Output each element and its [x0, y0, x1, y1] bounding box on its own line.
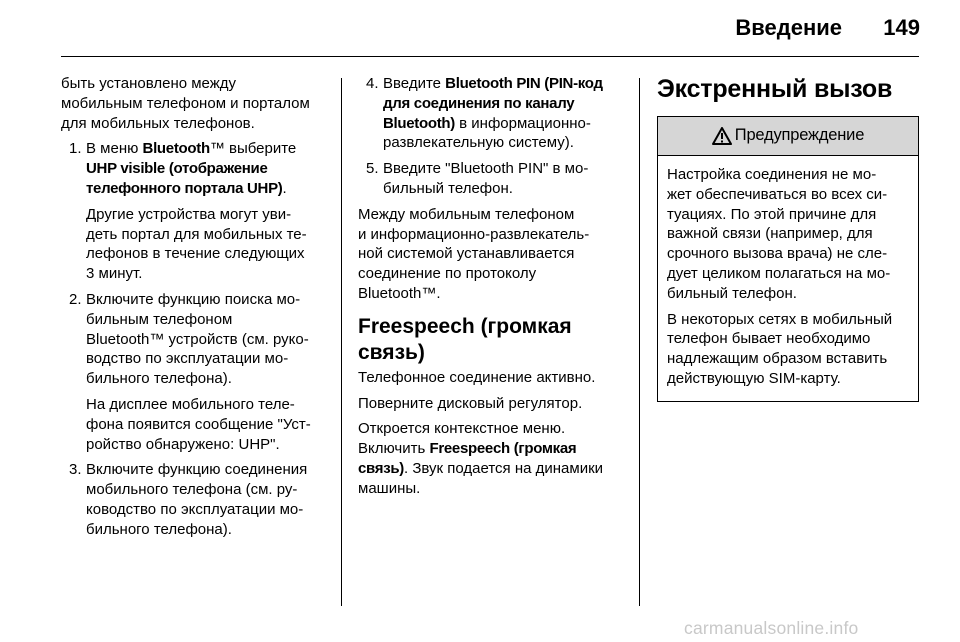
column-divider-2 — [639, 78, 640, 606]
text-line: и информационно-развлекатель- — [358, 225, 590, 243]
watermark: carmanualsonline.info — [684, 618, 859, 638]
text-run: . Звук подается на динамики — [404, 459, 604, 477]
text-run: в информационно- — [454, 114, 591, 132]
list-item-5 — [358, 159, 630, 199]
list-number: 1. — [69, 140, 82, 158]
text-line: бильный телефон. — [667, 284, 797, 302]
text-line: В некоторых сетях в мобильный — [667, 310, 893, 328]
warning-triangle-icon — [712, 127, 732, 145]
text-line: бильный телефон. — [383, 179, 513, 197]
text-run: . — [282, 179, 287, 197]
list-item-note — [86, 205, 331, 284]
text-line: машины. — [358, 479, 421, 497]
list-number: 4. — [366, 75, 379, 92]
text-line: На дисплее мобильного теле- — [86, 395, 295, 413]
text-line: надлежащим образом вставить — [667, 350, 888, 368]
bluetooth-paragraph — [358, 205, 630, 304]
chapter-title: Введение — [735, 15, 842, 40]
list-item-2 — [61, 290, 331, 454]
list-number: 3. — [69, 461, 82, 479]
warning-box — [657, 116, 919, 402]
text-line: Введите "Bluetooth PIN" в мо- — [383, 160, 589, 178]
text-line: ройство обнаружено: UHP". — [86, 435, 280, 453]
menu-option: телефонного портала UHP) — [86, 179, 283, 197]
text-line: 3 минут. — [86, 265, 143, 283]
text-line: бильным телефоном — [86, 310, 233, 328]
text-run: Введите — [383, 75, 446, 92]
list-item-note — [86, 395, 331, 454]
warning-body — [658, 156, 918, 401]
text-line: лефонов в течение следующих — [86, 245, 305, 263]
paragraph: Телефонное соединение активно. — [358, 368, 596, 386]
warning-header — [658, 117, 918, 156]
text-line: туациях. По этой причине для — [667, 205, 877, 223]
text-run: Включить — [358, 440, 430, 458]
column-2 — [358, 74, 630, 505]
list-item-3 — [61, 460, 331, 539]
text-line: водство по эксплуатации мо- — [86, 350, 289, 368]
paragraph: Поверните дисковый регулятор. — [358, 394, 583, 412]
text-line: соединение по протоколу — [358, 265, 537, 283]
text-line: ной системой устанавливается — [358, 245, 575, 263]
intro-paragraph — [61, 74, 331, 133]
list-item-4 — [358, 74, 630, 153]
column-1 — [61, 74, 331, 546]
menu-option: UHP visible (отображение — [86, 160, 268, 178]
text-line: телефон бывает необходимо — [667, 330, 871, 348]
text-line: Bluetooth™. — [358, 284, 441, 302]
text-line: действующую SIM-карту. — [667, 369, 841, 387]
text-line: бильного телефона). — [86, 520, 232, 538]
list-item-1 — [61, 139, 331, 284]
menu-option: Bluetooth) — [383, 114, 455, 132]
column-divider-1 — [341, 78, 342, 606]
paragraph — [358, 419, 630, 498]
text-line: ководство по эксплуатации мо- — [86, 500, 304, 518]
list-number: 2. — [69, 290, 82, 308]
header-rule — [61, 56, 919, 57]
text-line: развлекательную систему). — [383, 134, 574, 152]
text-line: мобильного телефона (см. ру- — [86, 481, 298, 499]
menu-option: для соединения по каналу — [383, 94, 575, 112]
text-line: Между мобильным телефоном — [358, 205, 575, 223]
text-line: Включите функцию поиска мо- — [86, 290, 301, 308]
freespeech-heading: Freespeech (громкая связь) — [358, 314, 572, 364]
text-line: бильного телефона). — [86, 370, 232, 388]
emergency-call-heading: Экстренный вызов — [657, 75, 893, 103]
text-run: В меню — [86, 140, 143, 158]
text-line: мобильным телефоном и порталом — [61, 94, 310, 112]
menu-name-bluetooth: Bluetooth — [142, 140, 210, 158]
menu-option: Freespeech (громкая — [429, 440, 577, 458]
warning-paragraph — [667, 310, 912, 389]
text-line: для мобильных телефонов. — [61, 114, 255, 132]
text-line: дует целиком полагаться на мо- — [667, 264, 891, 282]
warning-paragraph — [667, 165, 912, 304]
text-line: важной связи (например, для — [667, 225, 873, 243]
text-line: Настройка соединения не мо- — [667, 166, 877, 183]
text-line: фона появится сообщение "Уст- — [86, 415, 311, 433]
text-line: деть портал для мобильных те- — [86, 225, 307, 243]
text-run: ™ выберите — [209, 140, 297, 158]
text-line: Откроется контекстное меню. — [358, 420, 566, 438]
text-line: Другие устройства могут уви- — [86, 205, 292, 223]
list-number: 5. — [366, 160, 379, 178]
page-number: 149 — [883, 15, 920, 40]
text-line: срочного вызова врача) не сле- — [667, 245, 888, 263]
text-line: жет обеспечиваться во всех си- — [667, 185, 888, 203]
menu-option: Bluetooth PIN (PIN-код — [445, 75, 603, 92]
column-3 — [657, 74, 919, 402]
text-line: быть установлено между — [61, 75, 237, 92]
warning-title: Предупреждение — [734, 126, 865, 145]
text-line: Включите функцию соединения — [86, 461, 308, 479]
menu-option: связь) — [358, 459, 404, 477]
text-line: Bluetooth™ устройств (см. руко- — [86, 330, 309, 348]
